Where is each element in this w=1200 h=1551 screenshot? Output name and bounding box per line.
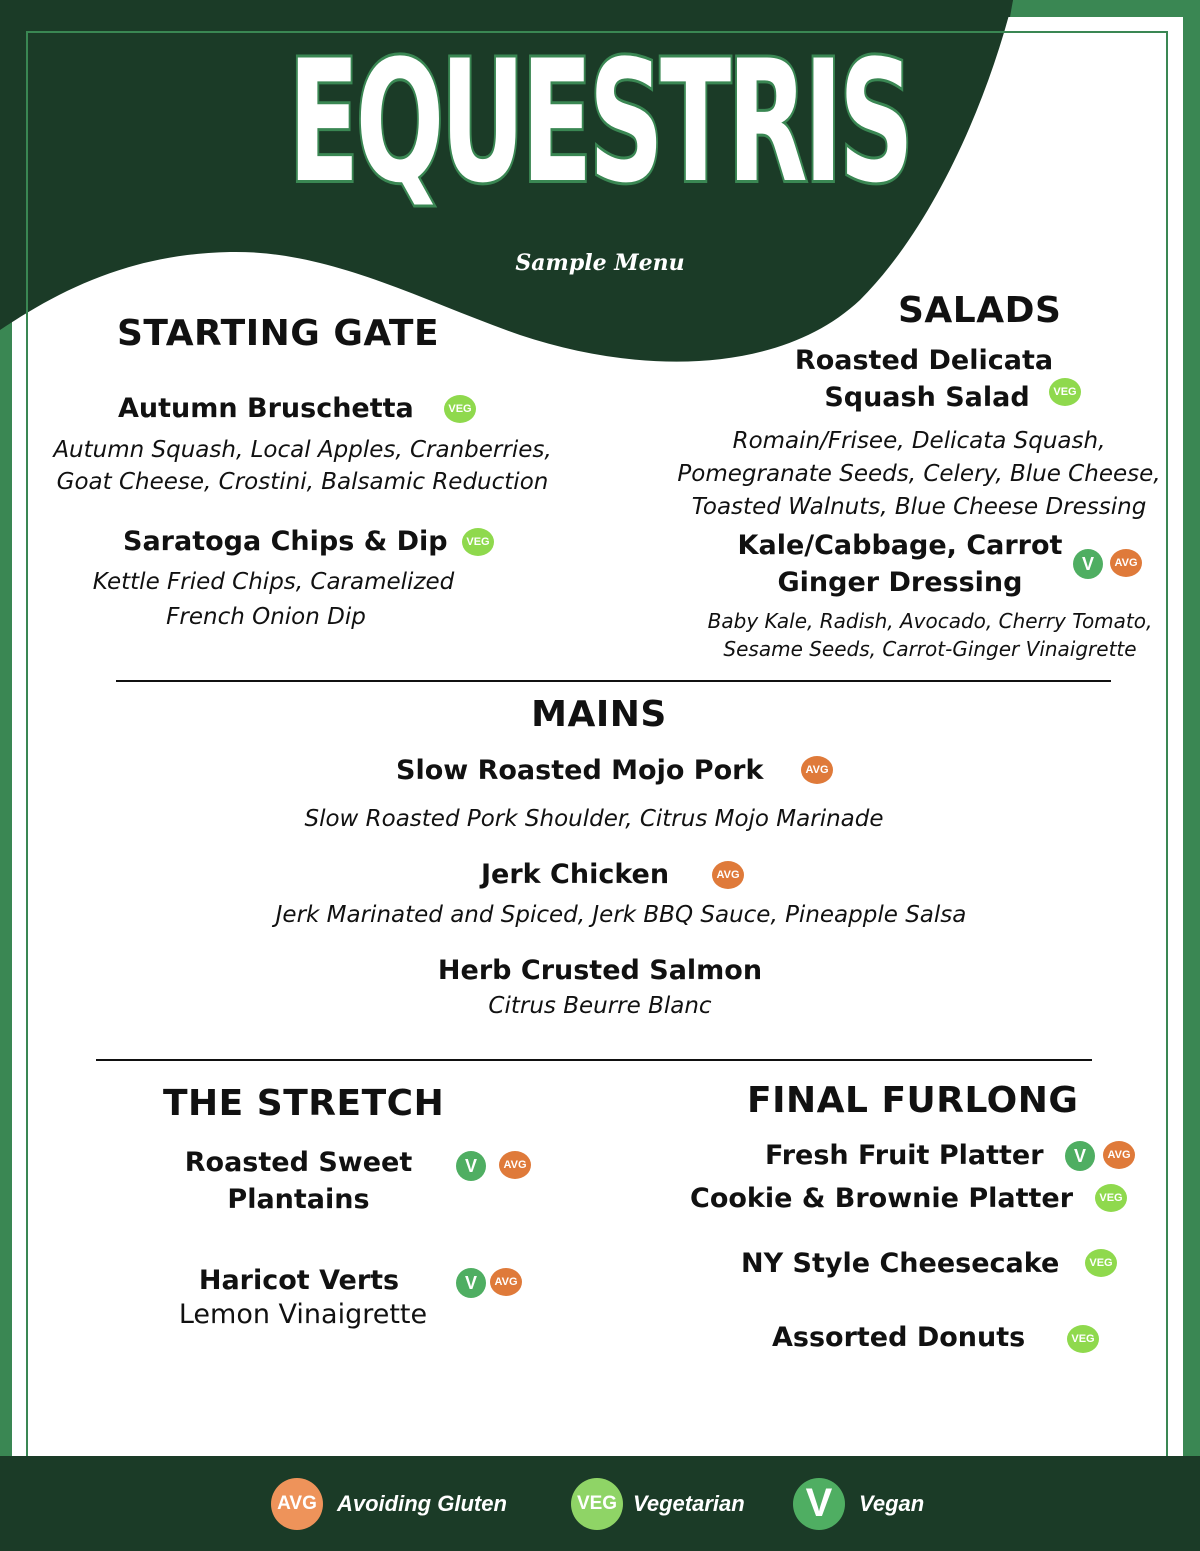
item-name-autumn-bruschetta: Autumn Bruschetta xyxy=(118,393,414,424)
item-desc-kale-salad-line2: Sesame Seeds, Carrot-Ginger Vinaigrette xyxy=(723,637,1137,661)
item-desc-autumn-bruschetta-line2: Goat Cheese, Crostini, Balsamic Reduction xyxy=(56,469,549,495)
item-desc-jerk-chicken: Jerk Marinated and Spiced, Jerk BBQ Sauce, Pineapple Salsa xyxy=(275,902,967,928)
item-desc-herb-salmon: Citrus Beurre Blanc xyxy=(488,993,712,1019)
vegan-badge-icon: V xyxy=(793,1478,845,1530)
legend-item-vegetarian xyxy=(571,1456,745,1551)
avoiding-gluten-badge-icon: AVG xyxy=(271,1478,323,1530)
vegetarian-badge-icon: VEG xyxy=(1067,1325,1099,1353)
item-desc-delicata-salad-line1: Romain/Frisee, Delicata Squash, xyxy=(732,428,1106,454)
item-name-kale-salad-line1: Kale/Cabbage, Carrot xyxy=(737,530,1063,561)
item-name-mojo-pork: Slow Roasted Mojo Pork xyxy=(396,755,764,786)
vegetarian-badge-icon: VEG xyxy=(571,1478,623,1530)
item-name-ny-cheesecake: NY Style Cheesecake xyxy=(741,1248,1060,1279)
item-desc-mojo-pork: Slow Roasted Pork Shoulder, Citrus Mojo Marinade xyxy=(304,806,884,832)
avoiding-gluten-badge-icon: AVG xyxy=(490,1268,522,1296)
item-name-haricot-verts: Haricot Verts xyxy=(198,1265,400,1296)
vegan-badge-icon: V xyxy=(456,1151,486,1181)
item-desc-delicata-salad-line3: Toasted Walnuts, Blue Cheese Dressing xyxy=(691,494,1147,520)
legend-label: Avoiding Gluten xyxy=(337,1490,507,1516)
section-divider xyxy=(96,1059,1092,1061)
legend-footer xyxy=(0,1456,1200,1551)
vegan-badge-icon: V xyxy=(456,1268,486,1298)
item-name-plantains-line2: Plantains xyxy=(227,1184,370,1215)
vegetarian-badge-icon: VEG xyxy=(444,395,476,423)
item-desc-kale-salad-line1: Baby Kale, Radish, Avocado, Cherry Tomato, xyxy=(707,609,1153,633)
vegan-badge-icon: V xyxy=(1065,1141,1095,1171)
section-title-salads: SALADS xyxy=(898,290,1062,331)
legend-item-vegan xyxy=(793,1456,924,1551)
section-divider xyxy=(116,680,1111,682)
item-name-fruit-platter: Fresh Fruit Platter xyxy=(765,1140,1044,1171)
item-desc-saratoga-chips-line1: Kettle Fried Chips, Caramelized xyxy=(92,569,455,595)
item-desc-delicata-salad-line2: Pomegranate Seeds, Celery, Blue Cheese, xyxy=(677,461,1161,487)
restaurant-logo: EQUESTRIS xyxy=(288,24,911,220)
item-sub-haricot-verts: Lemon Vinaigrette xyxy=(178,1299,428,1330)
legend-label: Vegan xyxy=(859,1490,925,1516)
legend-item-avoiding-gluten xyxy=(271,1456,507,1551)
legend-label: Vegetarian xyxy=(633,1490,745,1516)
item-name-delicata-salad-line2: Squash Salad xyxy=(824,382,1030,413)
avoiding-gluten-badge-icon: AVG xyxy=(801,756,833,784)
avoiding-gluten-badge-icon: AVG xyxy=(499,1151,531,1179)
avoiding-gluten-badge-icon: AVG xyxy=(1110,549,1142,577)
section-title-mains: MAINS xyxy=(531,694,667,735)
item-name-plantains-line1: Roasted Sweet xyxy=(184,1147,413,1178)
item-name-assorted-donuts: Assorted Donuts xyxy=(772,1322,1026,1353)
vegan-badge-icon: V xyxy=(1073,549,1103,579)
section-title-starting-gate: STARTING GATE xyxy=(117,313,440,354)
avoiding-gluten-badge-icon: AVG xyxy=(712,861,744,889)
item-name-kale-salad-line2: Ginger Dressing xyxy=(777,567,1023,598)
item-desc-saratoga-chips-line2: French Onion Dip xyxy=(166,604,366,630)
menu-subtitle: Sample Menu xyxy=(515,250,685,276)
vegetarian-badge-icon: VEG xyxy=(1095,1184,1127,1212)
vegetarian-badge-icon: VEG xyxy=(1049,378,1081,406)
section-title-the-stretch: THE STRETCH xyxy=(163,1083,445,1124)
item-name-delicata-salad-line1: Roasted Delicata xyxy=(794,345,1054,376)
item-name-cookie-brownie-platter: Cookie & Brownie Platter xyxy=(690,1183,1074,1214)
vegetarian-badge-icon: VEG xyxy=(1085,1249,1117,1277)
avoiding-gluten-badge-icon: AVG xyxy=(1103,1141,1135,1169)
item-desc-autumn-bruschetta-line1: Autumn Squash, Local Apples, Cranberries, xyxy=(53,437,552,463)
section-title-final-furlong: FINAL FURLONG xyxy=(747,1080,1079,1121)
item-name-jerk-chicken: Jerk Chicken xyxy=(481,859,670,890)
item-name-saratoga-chips: Saratoga Chips & Dip xyxy=(123,526,448,557)
vegetarian-badge-icon: VEG xyxy=(462,528,494,556)
item-name-herb-salmon: Herb Crusted Salmon xyxy=(437,955,763,986)
